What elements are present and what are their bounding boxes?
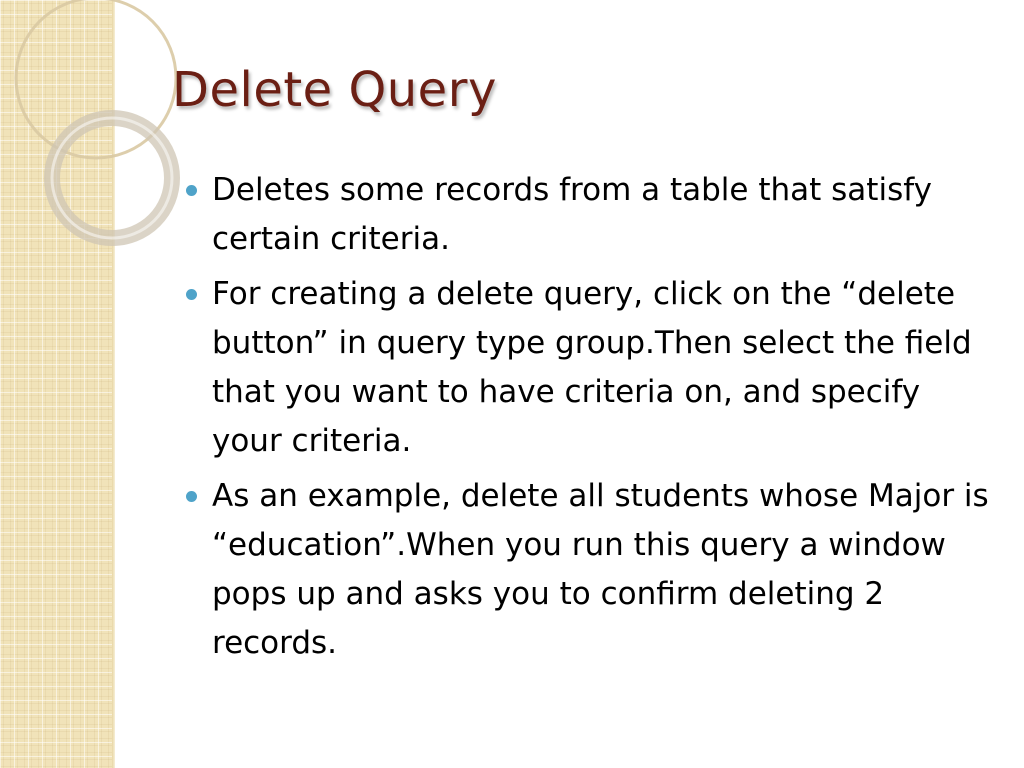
bullet-item: [184, 472, 989, 668]
bullet-marker-icon: [186, 289, 197, 300]
bullet-marker-icon: [186, 491, 197, 502]
bullet-marker-icon: [186, 185, 197, 196]
bullet-text: As an example, delete all students whose Major is “education”.When you run this query a window pops up and asks you to confirm deleting 2 records.: [212, 478, 989, 661]
decorative-rings: [0, 0, 130, 260]
bullet-item: [184, 270, 989, 466]
bullet-text: For creating a delete query, click on the “delete button” in query type group.Then select the field that you want to have criteria on, and specify your criteria.: [212, 276, 972, 459]
bullet-item: [184, 166, 989, 264]
bullet-text: Deletes some records from a table that satisfy certain criteria.: [212, 172, 932, 257]
bullet-list: [184, 166, 989, 674]
slide-title: Delete Query: [172, 62, 497, 118]
